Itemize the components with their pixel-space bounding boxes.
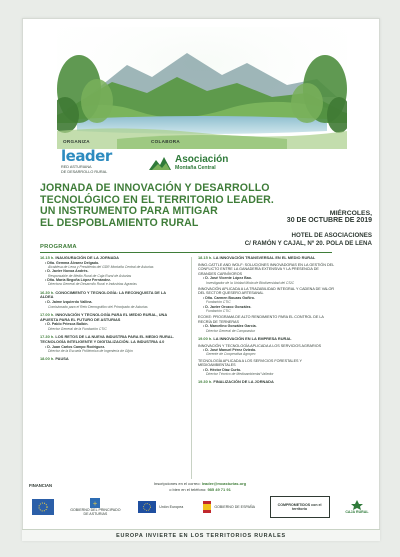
program-item-title: LA INNOVACIÓN EN LA EMPRESA RURAL <box>213 335 292 341</box>
speaker-role: Director General de Campoastur <box>206 328 255 333</box>
contact-phone[interactable]: 985 49 71 91 <box>207 486 231 492</box>
contact-email[interactable]: leader@mcasturias.org <box>201 481 247 486</box>
mountain-logo-icon <box>149 155 171 171</box>
caja-rural-icon <box>340 496 374 518</box>
speaker-role: Gerente de Cooperativa Agropec <box>206 352 256 357</box>
leader-subtitle-1: RED ASTURIANA <box>61 165 92 169</box>
organiza-label: ORGANIZA <box>63 139 90 144</box>
speaker-role: Director General de la Fundación CTIC <box>48 326 107 331</box>
date-date: 30 DE OCTUBRE DE 2019 <box>286 217 372 224</box>
program-item-time: 18.15 h. <box>198 255 213 260</box>
program-left-column <box>40 256 178 366</box>
date-weekday: MIÉRCOLES, <box>329 210 372 217</box>
program-item-time: 16.15 h. <box>40 255 55 260</box>
speaker-role: Alcaldesa de Lena y Presidenta del GDR Montaña Central de Asturias <box>48 265 154 270</box>
program-item-title: LA INNOVACIÓN TRANSVERSAL EN EL MEDIO RURAL <box>213 255 316 260</box>
program-item-time: 18.00 h. <box>40 356 55 362</box>
program-item-heading <box>40 335 178 345</box>
speaker-name: • D. Juan Carlos Campo Rodríguez. <box>45 344 106 349</box>
sponsor-text: GOBIERNO DEL PRINCIPADO DE ASTURIAS <box>70 507 121 516</box>
landscape-illustration <box>57 27 347 149</box>
program-item-heading <box>198 337 334 342</box>
speaker-name: • D. Pablo Priesca Balbín. <box>45 322 89 327</box>
sponsor-logos <box>28 493 374 521</box>
speaker-name-text: D. Javier Orozco González. <box>205 304 252 309</box>
program-subtopic: INNO-CATTLE AND WOLF: SOLUCIONES INNOVADORAS EN LA GESTIÓN DEL CONFLICTO ENTRE LA GANADERÍA EXTENSIVA Y LA PRESENCIA DE GRANDES CARNÍVOROS <box>198 262 334 276</box>
program-item-heading <box>198 256 334 261</box>
speaker-name: • Dña. Gemma Álvarez Delgado. <box>45 260 100 265</box>
spain-ministry-icon <box>199 496 259 518</box>
amc-name: Asociación <box>175 154 229 165</box>
event-title <box>40 183 290 229</box>
program-subtopic: ECOKE: PROGRAMA DE ALTO RENDIMIENTO PARA EL CONTROL DE LA RECRÍA DE TERNERAS <box>198 315 324 324</box>
comprometidos-icon <box>270 496 330 518</box>
event-venue <box>245 232 372 248</box>
program-item <box>40 291 178 309</box>
speaker-name-text: Dña. Gemma Álvarez Delgado. <box>47 260 100 265</box>
program-item <box>40 313 178 331</box>
program-item-time: 16.30 h. <box>40 289 55 295</box>
speaker-role: Fundación CTIC <box>206 308 231 313</box>
speaker-role: Directora General de Desarrollo Rural e Industrias Agrarias <box>48 282 137 287</box>
program-item-title: INAUGURACIÓN DE LA JORNADA <box>55 255 119 260</box>
speaker-name-text: D. Pablo Priesca Balbín. <box>47 322 89 327</box>
speaker-name-text: Dña. María Begoña López Fernández. <box>47 278 111 283</box>
speaker-name-text: D. Javier Novoa Andrés. <box>47 269 89 274</box>
speaker-name-text: D. Héctor Díaz Curto. <box>205 367 242 372</box>
program-item-time: 19.00 h. <box>198 335 213 341</box>
leader-subtitle-2: DE DESARROLLO RURAL <box>61 169 108 174</box>
speaker-name-text: D. Juan Carlos Campo Rodríguez. <box>47 344 106 349</box>
program-item <box>198 256 334 333</box>
svg-text:+: + <box>92 500 98 508</box>
program-item <box>198 380 334 385</box>
program-item <box>40 335 178 353</box>
venue-line-1: HOTEL DE ASOCIACIONES <box>291 232 372 239</box>
speaker-name-text: Dña. Carmen Bouzas Goñiro. <box>205 295 255 300</box>
speaker-name-text: D. José Manuel Pérez Oviedo. <box>205 348 257 353</box>
program-item-heading <box>40 357 178 362</box>
financian-label: FINANCIAN <box>29 483 53 488</box>
program-subtopic: INNOVACIÓN APLICADA A LA TRAZABILIDAD INTEGRAL Y CADENA DE VALOR DEL SECTOR QUESERO ARTESANAL <box>198 286 334 296</box>
speaker-role: Investigador de la Unidad Mixta de Biodiversidad del CSIC <box>206 280 295 285</box>
speaker-role: Director Técnico de Medioambiental Valledor <box>206 372 274 377</box>
sponsor-text: COMPROMETIDOS con el territorio <box>277 502 322 511</box>
speaker-name: • D. Héctor Díaz Curto. <box>203 367 242 372</box>
speaker-role: Fundación CTIC <box>206 300 231 305</box>
program-item-title: FINALIZACIÓN DE LA JORNADA <box>213 379 274 385</box>
program-item-heading <box>40 291 178 301</box>
contact-phone-prefix: o bien en el teléfono: <box>169 486 207 492</box>
speaker-name-text: D. Marcelino González García. <box>205 324 257 329</box>
speaker-role: Responsable de Medio Rural de Caja Rural de Asturias <box>48 273 132 278</box>
program-item-time: 17.30 h. <box>40 334 55 340</box>
colabora-label: COLABORA <box>151 139 180 144</box>
program-item-time: 19.30 h. <box>198 379 213 385</box>
speaker-name-text: D. José Vicente López Bao. <box>205 276 252 281</box>
program-subtopic: INNOVACIÓN Y TECNOLOGÍA APLICADA A LOS SERVICIOS AGRARIOS <box>198 343 322 348</box>
program-item-title: INNOVACIÓN Y TECNOLOGÍA PARA EL MEDIO RURAL, UNA APUESTA PARA EL FUTURO DE ASTURIAS <box>40 311 167 322</box>
speaker-name: • D. Javier Novoa Andrés. <box>45 269 89 274</box>
speaker-role: Director de la Escuela Politécnica de Ingeniería de Gijón <box>48 349 133 354</box>
event-date <box>287 210 372 224</box>
speaker-name-text: D. Jaime Izquierdo Vallina. <box>47 300 93 305</box>
speaker-role: Comisionado para el Reto Demográfico del Principado de Asturias <box>48 304 148 309</box>
leader-logo <box>61 147 115 185</box>
speaker-name: • Dña. Carmen Bouzas Goñiro. <box>203 295 255 300</box>
speaker-name: • D. José Manuel Pérez Oviedo. <box>203 348 257 353</box>
footer-slogan: EUROPA INVIERTE EN LOS TERRITORIOS RURALES <box>116 532 286 539</box>
program-item-title: LOS RETOS DE LA NUEVA INDUSTRIA PARA EL MEDIO RURAL. TECNOLOGÍA INTELIGENTE Y DIGITALIZACIÓN. LA INDUSTRIA 4.0 <box>40 334 175 344</box>
program-heading: PROGRAMA <box>40 244 77 250</box>
eu-flag-icon <box>133 496 189 518</box>
amc-subtitle: Montaña Central <box>175 165 216 171</box>
program-item-heading <box>198 380 334 385</box>
contact-email-prefix: Inscripciones en el correo: <box>153 481 201 486</box>
program-item-time: 17.00 h. <box>40 311 55 317</box>
title-line: UN INSTRUMENTO PARA MITIGAR <box>40 205 218 218</box>
program-divider <box>40 252 332 253</box>
program-item <box>40 256 178 287</box>
speaker-name: • D. Marcelino González García. <box>203 324 257 329</box>
leader-wordmark: leader <box>61 147 112 165</box>
program-item <box>40 357 178 362</box>
title-line: EL DESPOBLAMIENTO RURAL <box>40 216 199 229</box>
venue-line-2: C/ RAMÓN Y CAJAL, Nº 20. POLA DE LENA <box>244 240 372 247</box>
speaker-name: • D. Javier Orozco González. <box>203 304 252 309</box>
sponsors-footer <box>22 483 380 541</box>
program-item <box>198 337 334 377</box>
sponsor-text: CAJA RURAL <box>345 509 369 514</box>
speaker-name: • D. José Vicente López Bao. <box>203 276 252 281</box>
program-item-title: PAUSA <box>55 356 69 362</box>
title-line: TECNOLÓGICO EN EL TERRITORIO LEADER. <box>40 193 274 206</box>
column-divider <box>191 257 192 479</box>
program-subtopic: TECNOLOGÍA APLICADA A LOS SERVICIOS FORESTALES Y MEDIOAMBIENTALES <box>198 358 302 368</box>
sponsor-text: GOBIERNO DE ESPAÑA <box>214 504 255 509</box>
program-right-column <box>198 256 334 389</box>
speaker-name: • D. Jaime Izquierdo Vallina. <box>45 300 93 305</box>
program-item-title: CONOCIMIENTO Y TECNOLOGÍA: LA RECONQUISTA DE LA ALDEA <box>40 289 166 300</box>
slogan-bar <box>22 529 380 541</box>
sponsor-text: Unión Europea <box>159 504 184 509</box>
feader-flag-icon <box>28 496 58 518</box>
program-item-heading <box>40 313 178 323</box>
speaker-name: • Dña. María Begoña López Fernández. <box>45 278 111 283</box>
amc-logo <box>149 151 259 175</box>
gobierno-asturias-icon <box>68 496 122 518</box>
title-line: JORNADA DE INNOVACIÓN Y DESARROLLO <box>40 182 270 194</box>
